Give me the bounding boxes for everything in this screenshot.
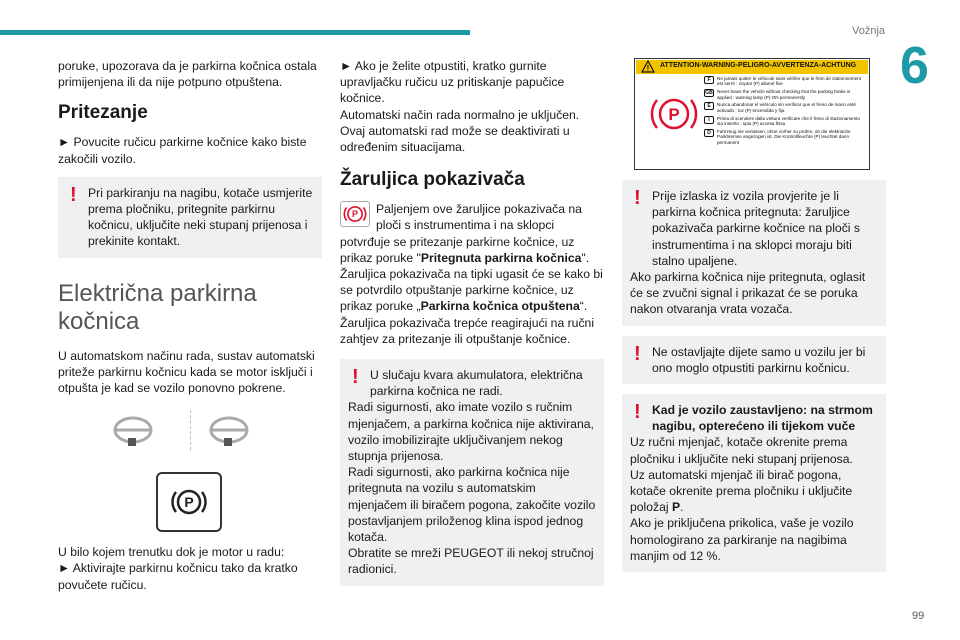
warning-note [622,394,886,572]
column-3 [622,58,886,582]
label-line-text: Ne jamais quitter le véhicule sans vérifier que le frein de stationnement est serré : voyant (P) allumé fixe [717,76,862,87]
warning-icon: ! [634,187,641,209]
steering-wheel-illustration [58,410,322,462]
warning-icon: ! [70,183,77,206]
parking-brake-icon [169,485,209,519]
note-text: U slučaju kvara akumulatora, električna parkirna kočnica ne radi. [370,368,583,399]
note-text: Radi sigurnosti, ako parkirna kočnica nije pritegnuta na vozilu s automatskim mjenjačem ili biračem pogona, zakočite vozilo postavljanjem priloženog klina ispod jednog kotača. [348,465,596,545]
page-number: 99 [912,610,925,622]
paragraph: Automatski način rada normalno je uključen. Ovaj automatski rad može se deaktivirati u određenim situacijama. [340,107,580,155]
warning-icon: ! [634,401,641,424]
column-1 [58,58,322,593]
paragraph: poruke, upozorava da je parkirna kočnica ostala primijenjena ili da nije potpuno otpuštena. [58,59,317,90]
warning-note [622,180,886,326]
note-text: Ne ostavljajte dijete samo u vozilu jer bi ono moglo otpustiti parkirnu kočnicu. [652,344,866,375]
parking-brake-button-illustration [156,472,222,532]
chapter-number: 6 [900,37,929,95]
parking-brake-lamp-icon [340,201,370,227]
label-line [704,89,866,100]
section-heading-electric-brake: Električna parkirna kočnica [58,279,257,335]
divider [190,410,191,450]
note-text: Uz ručni mjenjač, kotače okrenite prema pločniku i uključite neki stupanj prijenosa. [630,435,853,466]
paragraph: Žaruljica pokazivača na tipki ugasit će se kako bi se potvrdilo otpuštanje parkirne kočnice, uz prikaz poruke „Parkirna kočnica otpuštena“. [340,267,603,314]
label-line [704,116,866,127]
svg-text:!: ! [646,64,650,73]
label-line [704,129,866,145]
note-text: Pri parkiranju na nagibu, kotače usmjerite prema pločniku, pritegnite parkirnu kočnicu, uključite neki stupanj prijenosa i prekinite kontakt. [88,185,313,249]
section-heading-tightening: Pritezanje [58,102,148,124]
paragraph: U bilo kojem trenutku dok je motor u radu: [58,545,285,560]
label-line-text: Fahrzeug nie verlassen, ohne vorher zu prüfen, ob die elektrische Parkbremse angezogen ist. Die Kontrollleuchte (P) leuchtet dann permanent [717,128,851,145]
note-text: Ako parkirna kočnica nije pritegnuta, oglasit će se zvučni signal i prikazat će se poruka nakon otvaranja vrata vozača. [630,270,866,317]
steering-wheel-icon [110,416,156,446]
note-text: Radi sigurnosti, ako imate vozilo s ručnim mjenjačem, a parkirna kočnica nije aktivirana, vozilo imobilizirajte uključivanjem nekog stupnja prijenosa. [348,400,594,464]
steering-wheel-icon [206,416,252,446]
warning-note [340,359,604,586]
label-line-text: Prima di scendere dalla vettura verificare che il freno di stazionamento sia inserito : spia (P) accesa fissa [717,115,860,127]
paragraph: Žaruljica pokazivača trepće reagirajući na ručni zahtjev za pritezanje ili otpuštanje kočnice. [340,315,595,346]
column-2 [340,58,604,596]
note-title: Kad je vozilo zaustavljeno: na strmom nagibu, opterećeno ili tijekom vuče [652,403,873,434]
warning-label-illustration [634,58,870,170]
label-line-text: Never leave the vehicle without checking that the parking brake is applied : warning lamp (P) ON permanently [717,89,851,100]
note-text: Uz automatski mjenjač ili birač pogona, kotače okrenite prema pločniku i uključite položaj P. [630,467,853,515]
label-line [704,76,866,87]
label-line-text: Nunca abandonar el vehículo sin verificar que el freno de mano esté activado : luz (P) encendida y fija [717,102,856,113]
label-language-code: GB [705,90,713,97]
paragraph: U automatskom načinu rada, sustav automatski priteže parkirnu kočnicu kada se motor isključi i otpušta je kad se vozilo ponovno pokrene. [58,348,315,396]
warning-icon: ! [352,366,359,389]
paragraph: ► Povucite ručicu parkirne kočnice kako biste zakočili vozilo. [58,135,307,166]
note-text: Obratite se mreži PEUGEOT ili nekoj stručnoj radionici. [348,546,594,577]
note-text: Prije izlaska iz vozila provjerite je li parkirna kočnica pritegnuta: žaruljice pokazivača parkirne kočnice na ploči s instrumentima i na sklopci moraju biti stalno upaljene. [652,189,860,268]
label-line [704,102,866,113]
label-language-code: E [704,102,714,110]
paragraph: Paljenjem ove žaruljice pokazivača na ploči s instrumentima i na sklopci potvrđuje se pritezanje parkirne kočnice, uz prikaz poruke "Pritegnuta parkirna kočnica". [340,202,590,265]
paragraph: ► Aktivirajte parkirnu kočnicu tako da kratko povučete ručicu. [58,561,298,592]
warning-note [622,336,886,384]
section-heading-indicator-lamp: Žaruljica pokazivača [340,169,525,191]
svg-text:P: P [351,209,359,220]
paragraph: ► Ako je želite otpustiti, kratko gurnite upravljačku ručicu uz pritiskanje papučice kočnice. [340,59,565,106]
header-accent-bar [0,30,470,35]
warning-icon: ! [634,342,641,365]
label-language-code: F [704,76,714,84]
label-lines [704,76,866,147]
svg-text:P: P [668,105,680,124]
label-header-text: ATTENTION-WARNING-PELIGRO-AVVERTENZA-ACHTUNG [660,62,857,69]
label-language-code: D [704,129,714,137]
warning-note [58,177,322,258]
svg-text:P: P [184,494,194,511]
label-language-code: I [704,116,714,124]
chapter-title: Vožnja [852,25,886,37]
note-text: Ako je priključena prikolica, vaše je vozilo homologirano za parkiranje na nagibima manjim od 12 %. [630,516,854,563]
